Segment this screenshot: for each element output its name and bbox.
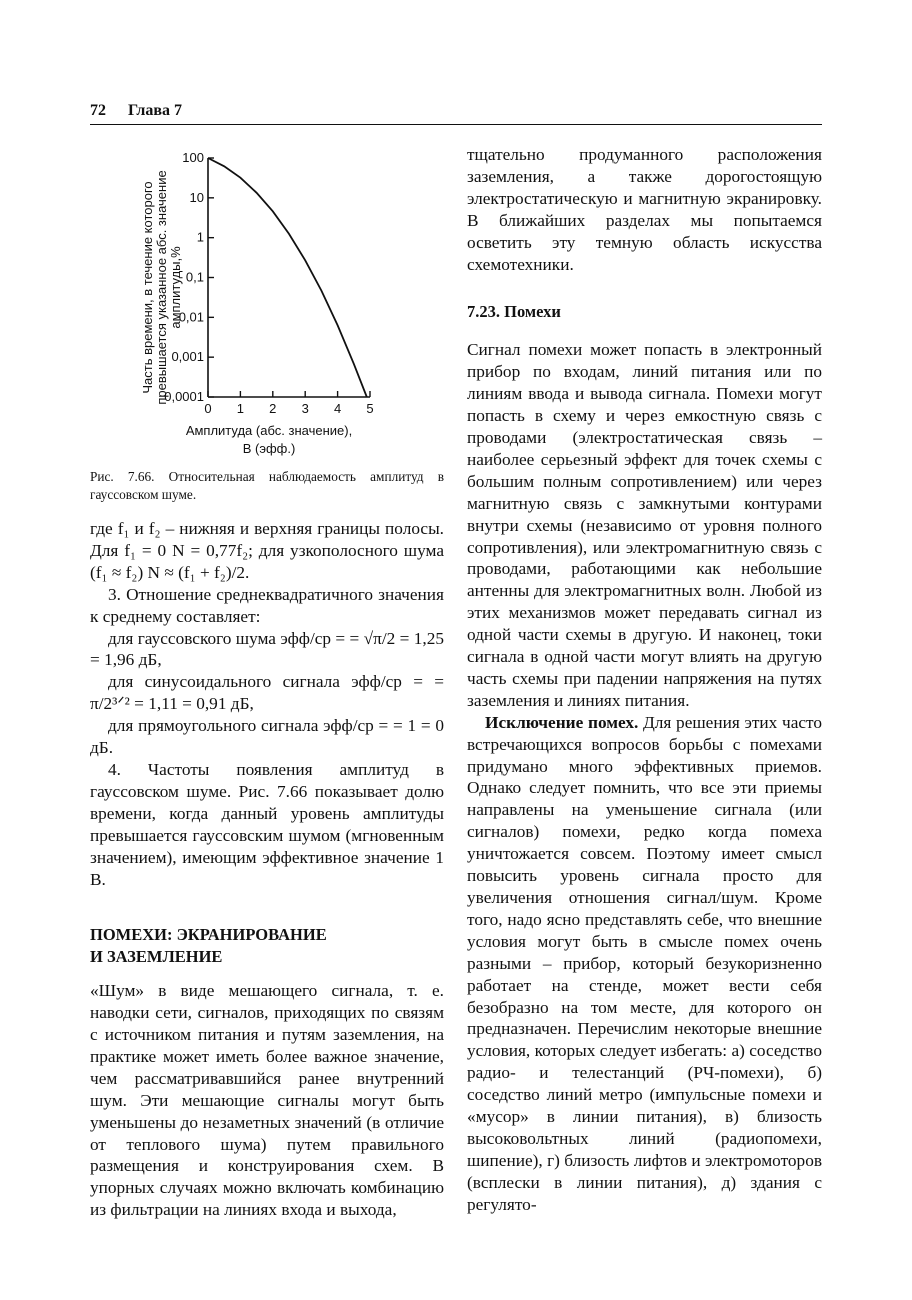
section-heading: 7.23. Помехи	[467, 302, 561, 322]
paragraph: тщательно продуманного расположения заземления, а также дорогостоящую электростатическую и магнитную экранировку. В ближайших разделах мы попытаемся осветить эту темную область искусства схемотехники.	[467, 145, 822, 274]
paragraph: «Шум» в виде мешающего сигнала, т. е. наводки сети, сигналов, приходящих по связям с источником питания и путям заземления, на практике может иметь более важное значение, чем рассматривавшийся ранее внутренний шум. Эти мешающие сигналы могут быть уменьшены до незаметных значений (в отличие от теплового шума) путем правильного размещения и конструирования схем. В упорных случаях можно включать комбинацию из фильтрации на линиях входа и выхода,	[90, 981, 444, 1220]
figure-caption: Рис. 7.66. Относительная наблюдаемость амплитуд в гауссовском шуме.	[90, 469, 444, 502]
section-heading: И ЗАЗЕМЛЕНИЕ	[90, 947, 223, 967]
paragraph-lead: Исключение помех.	[485, 712, 639, 732]
paragraph: для гауссовского шума эфф/ср = = √π/2 = 1,25 = 1,96 дБ,	[90, 628, 444, 670]
x-tick-label: 0	[204, 401, 212, 416]
paragraph: для прямоугольного сигнала эфф/ср = = 1 = 0 дБ.	[90, 716, 444, 758]
x-axis-label: В (эфф.)	[242, 441, 296, 456]
amplitude-chart	[140, 145, 440, 460]
left-column	[90, 518, 444, 1221]
right-column	[467, 144, 822, 1216]
y-tick-label: 10	[189, 189, 204, 205]
x-tick-label: 2	[269, 401, 277, 416]
paragraph	[467, 712, 822, 1216]
paragraph: Сигнал помехи может попасть в электронный прибор по входам, линий питания или по линиям ввода и вывода сигнала. Помехи могут попасть в схему и через емкостную связь с проводами (электростатическая связь – наиболее серьезный эффект для точек схемы с большим полным сопротивлением) или через магнитную связь с замкнутыми контурами внутри схемы (независимо от уровня полного сопротивления), или электромагнитную связь с проводами, работающими как небольшие антенны для электромагнитных волн. Любой из этих механизмов может передавать сигнал из одной части схемы в другую. И наконец, токи сигнала в одной части могут влиять на другую часть схемы при падении напряжения на путях заземления и линиях питания.	[467, 340, 822, 710]
figure-7-66	[140, 145, 440, 460]
y-tick-label: 0,1	[185, 269, 204, 285]
y-axis-label: превышается указанное абс. значение	[154, 170, 169, 405]
running-header	[90, 102, 822, 120]
paragraph: для синусоидального сигнала эфф/ср = = π/2³ᐟ² = 1,11 = 0,91 дБ,	[90, 672, 444, 714]
x-tick-label: 1	[236, 401, 245, 416]
y-tick-label: 1	[196, 229, 204, 245]
paragraph: 3. Отношение среднеквадратичного значения к среднему составляет:	[90, 584, 444, 626]
y-tick-label: 0,0001	[164, 389, 204, 404]
y-tick-label: 0,01	[178, 309, 204, 325]
paragraph: 4. Частоты появления амплитуд в гауссовском шуме. Рис. 7.66 показывает долю времени, когда данный уровень амплитуды превышается гауссовским шумом (мгновенным значением), имеющим эффективное значение 1 В.	[90, 759, 444, 889]
page-number: 72	[90, 102, 106, 119]
x-tick-label: 5	[366, 401, 374, 416]
header-rule	[90, 124, 822, 125]
x-axis-label: Амплитуда (абс. значение),	[185, 423, 353, 438]
data-line	[208, 158, 367, 397]
y-axis-label: Часть времени, в течение которого	[140, 181, 155, 394]
section-heading: ПОМЕХИ: ЭКРАНИРОВАНИЕ	[90, 925, 327, 945]
paragraph: где f₁ и f₂ – нижняя и верхняя границы полосы. Для f₁ = 0 N = 0,77f₂; для узкополосного шума (f₁ ≈ f₂) N ≈ (f₁ + f₂)/2.	[90, 519, 444, 582]
paragraph-body: Для решения этих часто встречающихся вопросов борьбы с помехами придумано много эффективных приемов. Однако следует помнить, что все эти приемы направлены на уменьшение сигнала (или сигналов) помехи, редко когда помеха уничтожается совсем. Поэтому имеет смысл повысить уровень сигнала просто для увеличения отношения сигнал/шум. Кроме того, надо ясно представлять себе, что внешние условия могут быть в смысле помех очень разными – прибор, который безукоризненно работает на стенде, может вести себя безобразно на том месте, для которого он предназначен. Перечислим некоторые внешние условия, которых следует избегать: а) соседство радио- и телестанций (РЧ-помехи), б) соседство линий метро (импульсные помехи и «мусор» в линии питания), в) близость высоковольтных линий (радиопомехи, шипение), г) близость лифтов и электромоторов (всплески в линии питания), д) здания с регулято-	[467, 712, 822, 1214]
y-tick-label: 0,001	[171, 349, 204, 365]
y-axis-label: амплитуды,%	[168, 246, 183, 329]
chapter-title: Глава 7	[128, 102, 182, 119]
y-tick-label: 100	[182, 150, 204, 165]
x-tick-label: 4	[333, 401, 342, 416]
x-tick-label: 3	[301, 401, 309, 416]
